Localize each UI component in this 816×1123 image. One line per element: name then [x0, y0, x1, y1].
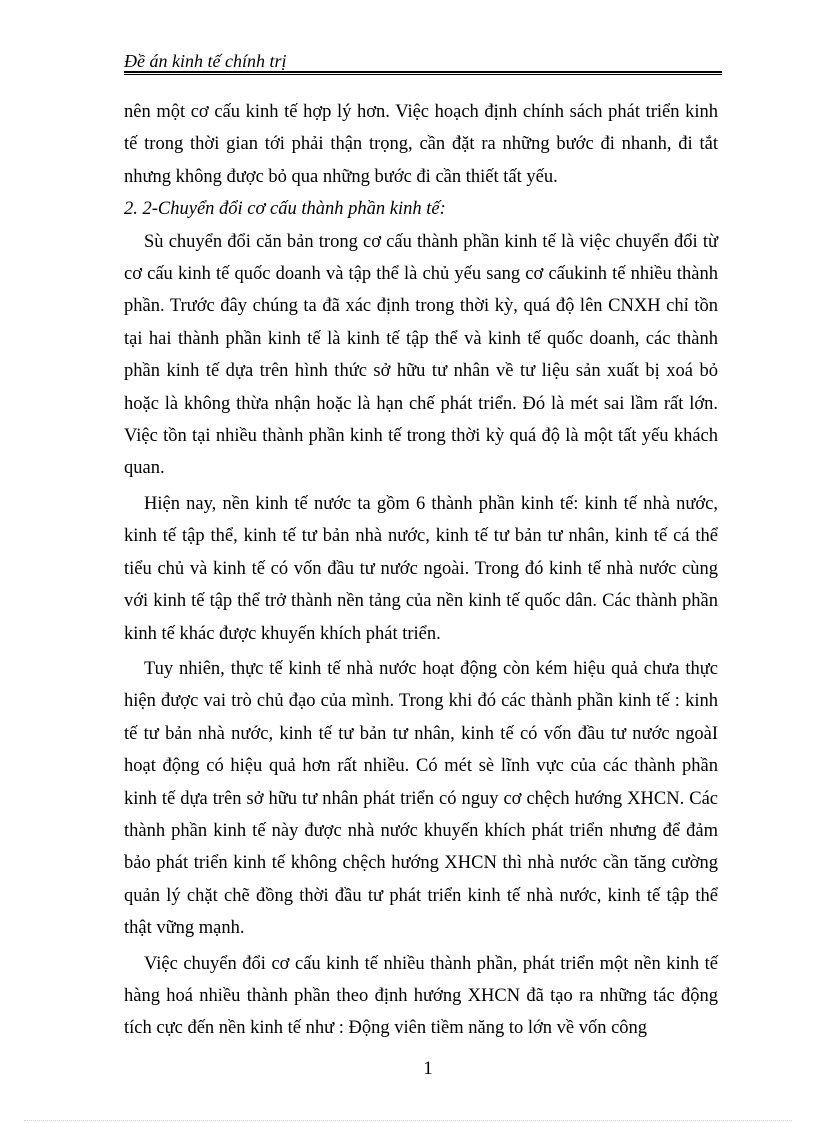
- paragraph: Tuy nhiên, thực tế kinh tế nhà nước hoạt động còn kém hiệu quả chưa thực hiện được vai trò chủ đạo của mình. Trong khi đó các thành phần kinh tế : kinh tế tư bản nhà nước, kinh tế tư bản tư nhân, kinh tế có vốn đầu tư nước ngoàI hoạt động có hiệu quả hơn rất nhiều. Có mét sè lĩnh vực của các thành phần kinh tế dựa trên sở hữu tư nhân phát triển có nguy cơ chệch hướng XHCN. Các thành phần kinh tế này được nhà nước khuyến khích phát triển nhưng để đảm bảo phát triển kinh tế không chệch hướng XHCN thì nhà nước cần tăng cường quản lý chặt chẽ đồng thời đầu tư phát triển kinh tế nhà nước, kinh tế tập thể thật vững mạnh.: [124, 658, 718, 939]
- page-number: 1: [423, 1058, 433, 1079]
- running-header: Đề án kinh tế chính trị: [124, 51, 287, 71]
- document-body: [124, 96, 718, 1045]
- paragraph: Sù chuyển đổi căn bản trong cơ cấu thành phần kinh tế là việc chuyển đổi từ cơ cấu kinh tế quốc doanh và tập thể là chủ yếu sang cơ cấukinh tế nhiều thành phần. Trước đây chúng ta đã xác định trong thời kỳ, quá độ lên CNXH chỉ tồn tại hai thành phần kinh tế là kinh tế tập thể và kinh tế quốc doanh, các thành phần kinh tế dựa trên hình thức sở hữu tư nhân về tư liệu sản xuất bị xoá bỏ hoặc là không thừa nhận hoặc là hạn chế phát triển. Đó là mét sai lầm rất lớn. Việc tồn tại nhiều thành phần kinh tế trong thời kỳ quá độ là một tất yếu khách quan.: [124, 231, 718, 479]
- header-rule: [124, 71, 722, 73]
- section-heading: 2. 2-Chuyển đổi cơ cấu thành phần kinh tế:: [124, 199, 446, 220]
- paragraph-continuation: nên một cơ cấu kinh tế hợp lý hơn. Việc hoạch định chính sách phát triển kinh tế trong thời gian tới phải thận trọng, cần đặt ra những bước đi nhanh, đi tắt nhưng không được bỏ qua những bước đi cần thiết tất yếu.: [124, 102, 718, 187]
- paragraph: Việc chuyển đổi cơ cấu kinh tế nhiều thành phần, phát triển một nền kinh tế hàng hoá nhiều thành phần theo định hướng XHCN đã tạo ra những tác động tích cực đến nền kinh tế như : Động viên tiềm năng to lớn về vốn công: [124, 953, 718, 1039]
- header-rule-thin: [124, 74, 722, 75]
- page-bottom-edge: [24, 1120, 792, 1121]
- paragraph: Hiện nay, nền kinh tế nước ta gồm 6 thành phần kinh tế: kinh tế nhà nước, kinh tế tập thể, kinh tế tư bản nhà nước, kinh tế tư bản tư nhân, kinh tế cá thể tiểu chủ và kinh tế có vốn đầu tư nước ngoài. Trong đó kinh tế nhà nước cùng với kinh tế tập thể trở thành nền tảng của nền kinh tế quốc dân. Các thành phần kinh tế khác được khuyến khích phát triển.: [124, 493, 718, 644]
